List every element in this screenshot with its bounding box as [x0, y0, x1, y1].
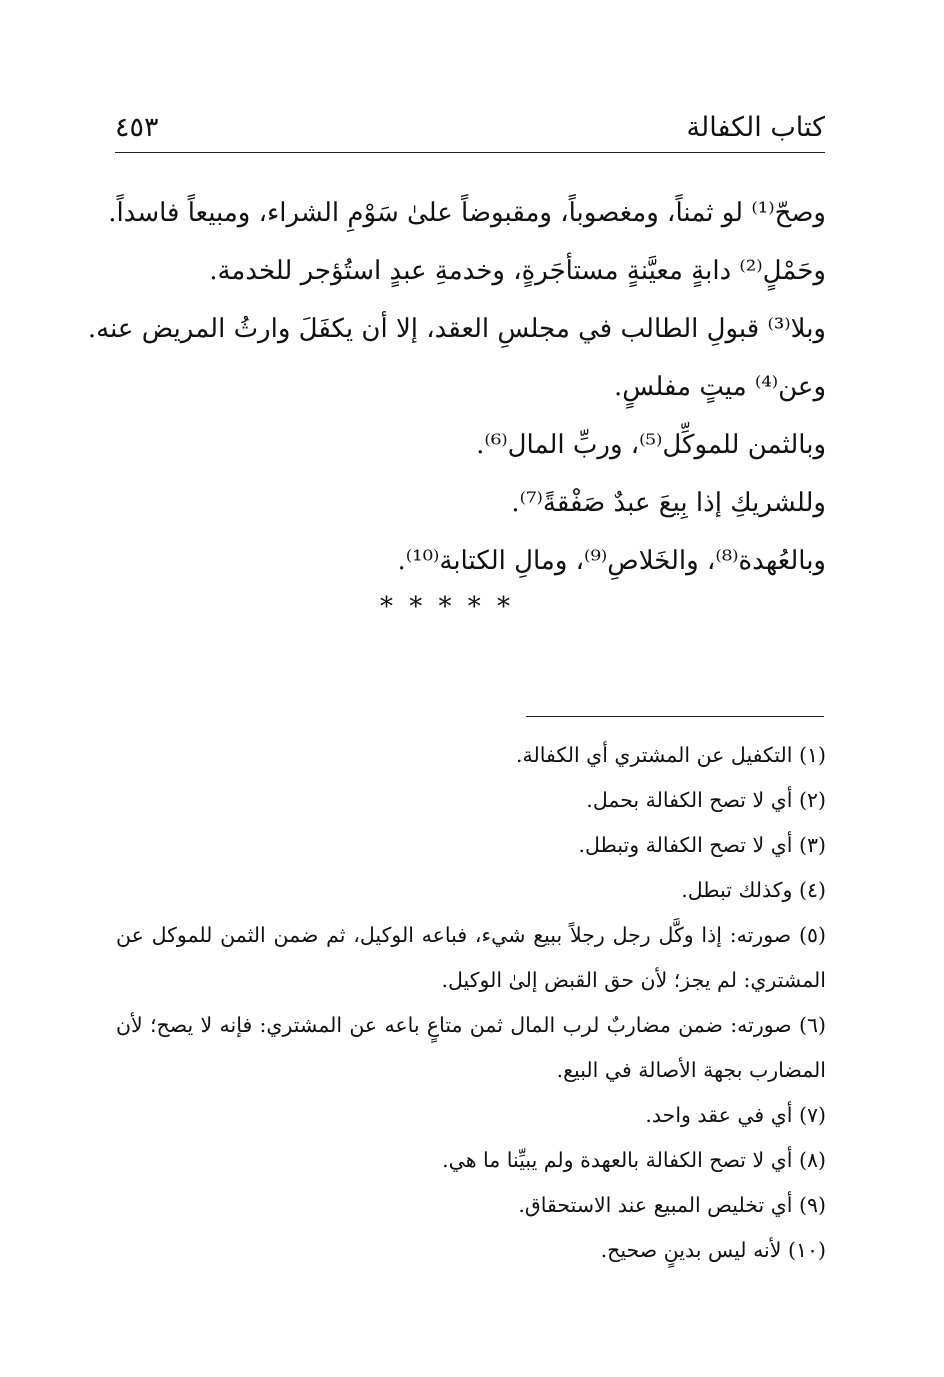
- page-header: [115, 108, 825, 153]
- text-line: وبالثمن للموكِّل⁽⁵⁾، وربِّ المال⁽⁶⁾.: [476, 430, 826, 460]
- text-line: وعن⁽⁴⁾ ميتٍ مفلسٍ.: [613, 372, 826, 402]
- section-separator: [0, 592, 944, 632]
- text-line: وبالعُهدة⁽⁸⁾، والخَلاصِ⁽⁹⁾، ومالِ الكتابة⁽¹⁰⁾.: [397, 546, 826, 576]
- footnote-rule: [526, 716, 824, 717]
- footnote: (٨) أي لا تصح الكفالة بالعهدة ولم يبيِّنا ما هي.: [442, 1148, 826, 1172]
- chapter-title: كتاب الكفالة: [686, 112, 825, 143]
- footnote: (١٠) لأنه ليس بدينٍ صحيح.: [600, 1238, 826, 1262]
- footnote: (٩) أي تخليص المبيع عند الاستحقاق.: [518, 1193, 826, 1217]
- footnotes: [116, 733, 826, 1273]
- footnote: (١) التكفيل عن المشتري أي الكفالة.: [516, 743, 826, 767]
- text-line: وبلا⁽³⁾ قبولِ الطالب في مجلسِ العقد، إلا أن يكفَلَ وارثُ المريض عنه.: [87, 314, 826, 344]
- separator-stars: * * * * *: [379, 592, 515, 622]
- text-line: وللشريكِ إذا بِيعَ عبدٌ صَفْقةً⁽⁷⁾.: [511, 488, 826, 518]
- page-number: ٤٥٣: [115, 112, 159, 143]
- footnote: (٧) أي في عقد واحد.: [645, 1103, 826, 1127]
- footnote: (٤) وكذلك تبطل.: [681, 878, 826, 902]
- footnote: (٣) أي لا تصح الكفالة وتبطل.: [578, 833, 826, 857]
- footnote: (٦) صورته: ضمن مضاربٌ لرب المال ثمن متاعٍ باعه عن المشتري: فإنه لا يصح؛ لأن المضارب بجهة الأصالة في البيع.: [116, 1013, 826, 1082]
- text-line: وصحّ⁽¹⁾ لو ثمناً، ومغصوباً، ومقبوضاً علىٰ سَوْمِ الشراء، ومبيعاً فاسداً.: [108, 198, 826, 228]
- text-line: وحَمْلٍ⁽²⁾ دابةٍ معيَّنةٍ مستأجَرةٍ، وخدمةِ عبدٍ استُؤجر للخدمة.: [209, 256, 826, 286]
- main-text: [87, 184, 826, 590]
- footnote: (٢) أي لا تصح الكفالة بحمل.: [586, 788, 826, 812]
- footnote: (٥) صورته: إذا وكَّل رجل رجلاً ببيع شيء، فباعه الوكيل، ثم ضمن الثمن للموكل عن المشتري: لم يجز؛ لأن حق القبض إلىٰ الوكيل.: [116, 923, 826, 992]
